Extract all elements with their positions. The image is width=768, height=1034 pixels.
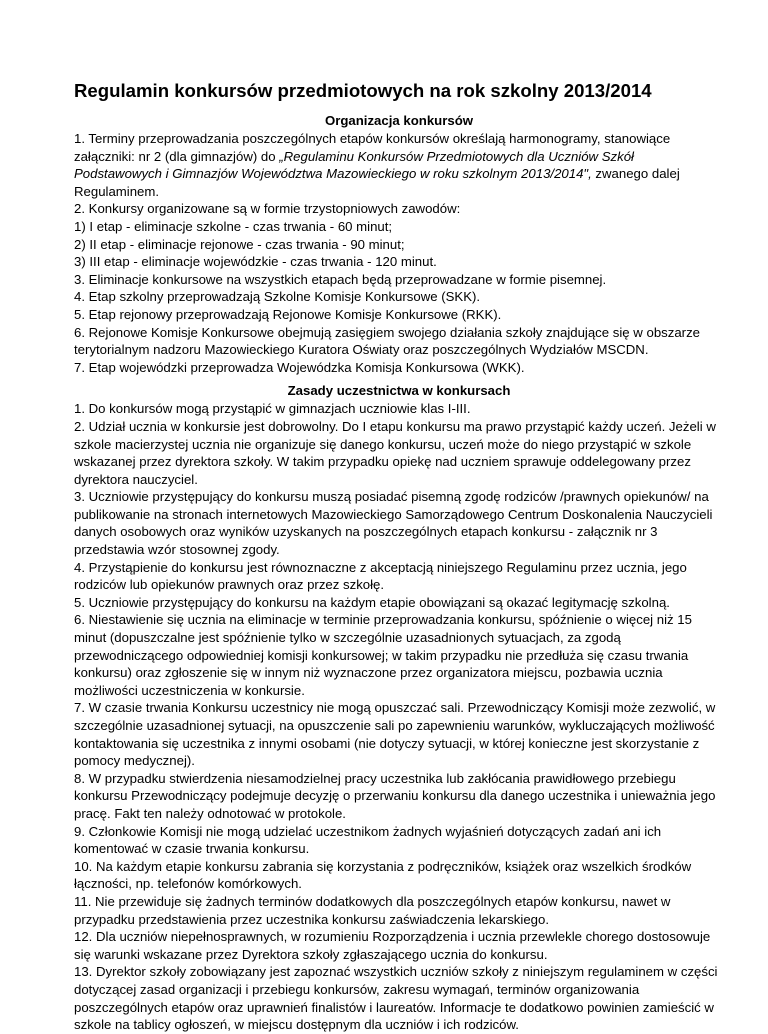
paragraph: 2. Udział ucznia w konkursie jest dobrowolny. Do I etapu konkursu ma prawo przystąpić każdy uczeń. Jeżeli w szkole macierzystej ucznia nie organizuje się danego konkursu, uczeń może do niego przystąpić w szkole wskazanej przez dyrektora szkoły. W takim przypadku opiekę nad uczniem sprawuje oddelegowany przez dyrektora nauczyciel. bbox=[74, 418, 716, 487]
paragraph: 3) III etap - eliminacje wojewódzkie - czas trwania - 120 minut. bbox=[74, 254, 437, 270]
paragraph: 13. Dyrektor szkoły zobowiązany jest zapoznać wszystkich uczniów szkoły z niniejszym regulaminem w części dotyczącej zasad organizacji i przebiegu konkursów, zakresu wymagań, terminów organizowania poszczególnych etapów oraz uprawnień finalistów i laureatów. Informacje te dodatkowo powinien zamieścić w szkole na tablicy ogłoszeń, w miejscu dostępnym dla uczniów i ich rodziców. bbox=[74, 964, 718, 1033]
paragraph: 11. Nie przewiduje się żadnych terminów dodatkowych dla poszczególnych etapów konkursu, nawet w przypadku przedstawienia przez uczestnika konkursu zaświadczenia lekarskiego. bbox=[74, 893, 671, 927]
paragraph: 9. Członkowie Komisji nie mogą udzielać uczestnikom żadnych wyjaśnień dotyczących zadań ani ich komentować w czasie trwania konkursu. bbox=[74, 823, 662, 857]
paragraph: 6. Niestawienie się ucznia na eliminacje w terminie przeprowadzania konkursu, spóźnienie o więcej niż 15 minut (dopuszczalne jest spóźnienie tylko w szczególnie uzasadnionych sytuacjach, za zgodą przewodniczącego odpowiedniej komisji konkursowej; w takim przypadku nie przedłuża się czasu trwania konkursu) oraz zgłoszenie się w innym niż wyznaczone przez organizatora miejscu, pozbawia ucznia możliwości uczestniczenia w konkursie. bbox=[74, 612, 692, 698]
paragraph-text: 1. Terminy przeprowadzania poszczególnych etapów konkursów określają harmonogramy, stanowiące załączniki: nr 2 (dla gimnazjów) do bbox=[74, 131, 671, 164]
paragraph: 10. Na każdym etapie konkursu zabrania się korzystania z podręczników, książek oraz wszelkich środków łączności, np. telefonów komórkowych. bbox=[74, 858, 692, 892]
regulation-title-italic: „Regulaminu Konkursów Przedmiotowych dla Uczniów Szkół Podstawowych i Gimnazjów Województwa Mazowieckiego w roku szkolnym 2013/2014", bbox=[74, 148, 634, 182]
paragraph: 5. Etap rejonowy przeprowadzają Rejonowe Komisje Konkursowe (RKK). bbox=[74, 306, 502, 322]
paragraph: 1. Do konkursów mogą przystąpić w gimnazjach uczniowie klas I-III. bbox=[74, 401, 471, 417]
paragraph: 7. W czasie trwania Konkursu uczestnicy nie mogą opuszczać sali. Przewodniczący Komisji może zezwolić, w szczególnie uzasadnionej sytuacji, na opuszczenie sali po zapewnieniu warunków, wykluczających możliwość kontaktowania się uczestnika z innymi osobami (nie dotyczy sytuacji, w której konieczne jest skorzystanie z pomocy medycznej). bbox=[74, 700, 716, 769]
document-title: Regulamin konkursów przedmiotowych na rok szkolny 2013/2014 bbox=[74, 80, 652, 101]
section-heading-participation: Zasady uczestnictwa w konkursach bbox=[287, 383, 511, 399]
paragraph: 8. W przypadku stwierdzenia niesamodzielnej pracy uczestnika lub zakłócania prawidłowego przebiegu konkursu Przewodniczący podejmuje decyzję o przerwaniu konkursu dla danego uczestnika i unieważnia jego pracę. Fakt ten należy odnotować w protokole. bbox=[74, 770, 716, 821]
paragraph: 7. Etap wojewódzki przeprowadza Wojewódzka Komisja Konkursowa (WKK). bbox=[74, 359, 525, 375]
paragraph: 1) I etap - eliminacje szkolne - czas trwania - 60 minut; bbox=[74, 218, 393, 234]
paragraph: 4. Etap szkolny przeprowadzają Szkolne Komisje Konkursowe (SKK). bbox=[74, 289, 481, 305]
paragraph: 3. Eliminacje konkursowe na wszystkich etapach będą przeprowadzane w formie pisemnej. bbox=[74, 271, 607, 287]
paragraph: 5. Uczniowie przystępujący do konkursu na każdym etapie obowiązani są okazać legitymację szkolną. bbox=[74, 594, 670, 610]
paragraph: 6. Rejonowe Komisje Konkursowe obejmują zasięgiem swojego działania szkoły znajdujące się w obszarze terytorialnym nadzoru Mazowieckiego Kuratora Oświaty oraz poszczególnych Wydziałów MSCDN. bbox=[74, 324, 700, 358]
paragraph: 2) II etap - eliminacje rejonowe - czas trwania - 90 minut; bbox=[74, 236, 405, 252]
paragraph-text: zwanego dalej Regulaminem. bbox=[74, 166, 680, 199]
section-heading-organization: Organizacja konkursów bbox=[324, 113, 474, 128]
paragraph: 3. Uczniowie przystępujący do konkursu muszą posiadać pisemną zgodę rodziców /prawnych opiekunów/ na publikowanie na stronach internetowych Mazowieckiego Samorządowego Centrum Doskonalenia Nauczycieli danych osobowych oraz wyników uzyskanych na poszczególnych etapach konkursu - załącznik nr 3 przedstawia wzór stosownej zgody. bbox=[74, 489, 713, 558]
paragraph: 2. Konkursy organizowane są w formie trzystopniowych zawodów: bbox=[74, 201, 461, 217]
paragraph: 4. Przystąpienie do konkursu jest równoznaczne z akceptacją niniejszego Regulaminu przez ucznia, jego rodziców lub opiekunów prawnych oraz przez szkołę. bbox=[74, 559, 687, 593]
document-page bbox=[74, 80, 724, 1034]
paragraph: 12. Dla uczniów niepełnosprawnych, w rozumieniu Rozporządzenia i ucznia przewlekle chorego dostosowuje się warunki wskazane przez Dyrektora szkoły zgłaszającego ucznia do konkursu. bbox=[74, 929, 711, 962]
paragraph bbox=[74, 130, 724, 200]
